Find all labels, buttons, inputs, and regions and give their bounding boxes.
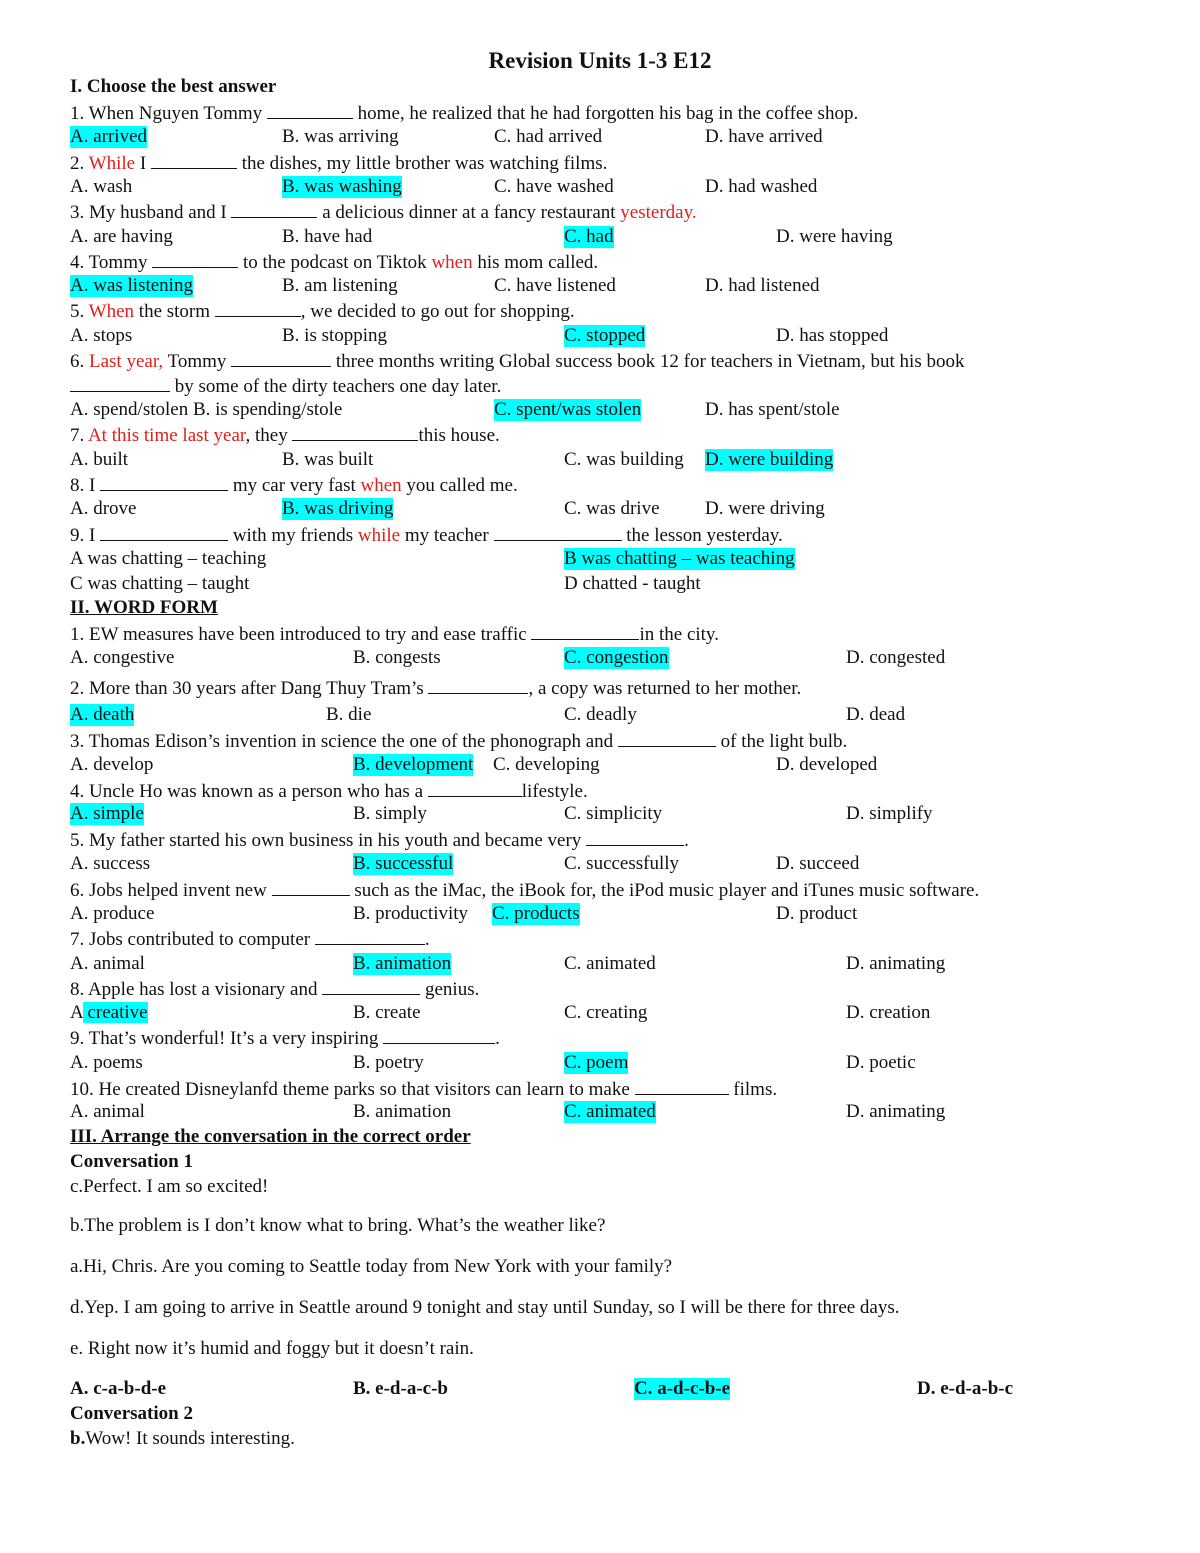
answer-blank [100,473,228,491]
answer-blank [215,299,301,317]
s1-q9-option-d[interactable]: D chatted - taught [564,573,701,594]
s2-q7-option-a[interactable]: A. animal [70,953,145,974]
s2-q10-stem: 10. He created Disneylanfd theme parks so that visitors can learn to make films. [70,1079,778,1100]
s2-q2-option-c[interactable]: C. deadly [564,704,637,725]
s1-q7-option-c[interactable]: C. was building [564,449,684,470]
conv1-option-b[interactable]: B. e-d-a-c-b [353,1378,448,1399]
s1-q7-option-d[interactable]: D. were building [705,449,834,470]
s1-q4-stem: 4. Tommy to the podcast on Tiktok when his mom called. [70,252,599,273]
s1-q4-option-c[interactable]: C. have listened [494,275,616,296]
answer-blank [494,523,622,541]
answer-blank [618,729,716,747]
s2-q2-stem: 2. More than 30 years after Dang Thuy Tram’s , a copy was returned to her mother. [70,678,802,699]
answer-blank [315,927,425,945]
s2-q10-option-b[interactable]: B. animation [353,1101,452,1122]
s2-q9-stem: 9. That’s wonderful! It’s a very inspiring . [70,1028,500,1049]
answer-blank [531,622,639,640]
s1-q5-option-c[interactable]: C. stopped [564,325,646,346]
s2-q4-option-b[interactable]: B. simply [353,803,427,824]
s1-q6-stem-cont: by some of the dirty teachers one day later. [70,374,501,398]
section-2-heading: II. WORD FORM [70,597,218,618]
s1-q8-stem: 8. I my car very fast when you called me. [70,475,518,496]
s2-q6-option-d[interactable]: D. product [776,903,858,924]
answer-blank [231,200,317,218]
s2-q3-stem: 3. Thomas Edison’s invention in science the one of the phonograph and of the light bulb. [70,731,848,752]
s2-q6-option-b[interactable]: B. productivity [353,903,469,924]
s1-q1-option-c[interactable]: C. had arrived [494,126,603,147]
s2-q2-option-d[interactable]: D. dead [846,704,906,725]
s1-q8-option-b[interactable]: B. was driving [282,498,394,519]
s1-q2-option-b[interactable]: B. was washing [282,176,402,197]
s1-q6-option-a-b[interactable]: A. spend/stolen B. is spending/stole [70,399,343,420]
s1-q7-stem: 7. At this time last year, they this house. [70,425,500,446]
s1-q4-option-d[interactable]: D. had listened [705,275,820,296]
answer-blank [70,374,170,392]
conversation-1-label: Conversation 1 [70,1151,193,1172]
s2-q5-option-a[interactable]: A. success [70,853,151,874]
s2-q5-stem: 5. My father started his own business in his youth and became very . [70,830,689,851]
s1-q5-option-d[interactable]: D. has stopped [776,325,889,346]
s2-q1-option-d[interactable]: D. congested [846,647,946,668]
s2-q2-option-b[interactable]: B. die [326,704,372,725]
s2-q4-option-a[interactable]: A. simple [70,803,144,824]
s1-q6-stem: 6. Last year, Tommy three months writing Global success book 12 for teachers in Vietnam, but his book [70,351,965,372]
answer-blank [586,828,684,846]
s2-q10-option-a[interactable]: A. animal [70,1101,145,1122]
s1-q3-stem: 3. My husband and I a delicious dinner at a fancy restaurant yesterday. [70,202,697,223]
s2-q8-option-c[interactable]: C. creating [564,1002,648,1023]
s2-q7-option-c[interactable]: C. animated [564,953,656,974]
section-3-heading: III. Arrange the conversation in the correct order [70,1126,471,1147]
s1-q5-option-b[interactable]: B. is stopping [282,325,388,346]
s2-q7-option-d[interactable]: D. animating [846,953,946,974]
s2-q9-option-a[interactable]: A. poems [70,1052,143,1073]
s2-q9-option-b[interactable]: B. poetry [353,1052,424,1073]
s1-q5-option-a[interactable]: A. stops [70,325,133,346]
conv1-option-a[interactable]: A. c-a-b-d-e [70,1378,167,1399]
s2-q5-option-c[interactable]: C. successfully [564,853,680,874]
s2-q4-option-c[interactable]: C. simplicity [564,803,663,824]
s2-q8-option-b[interactable]: B. create [353,1002,421,1023]
s2-q7-option-b[interactable]: B. animation [353,953,452,974]
conv1-line: e. Right now it’s humid and foggy but it doesn’t rain. [70,1338,474,1359]
s1-q1-option-b[interactable]: B. was arriving [282,126,399,147]
conv1-line: a.Hi, Chris. Are you coming to Seattle today from New York with your family? [70,1256,673,1277]
answer-blank [100,523,228,541]
conv1-line: d.Yep. I am going to arrive in Seattle around 9 tonight and stay until Sunday, so I will be there for three days. [70,1297,900,1318]
s2-q9-option-d[interactable]: D. poetic [846,1052,916,1073]
s2-q8-option-a[interactable]: A creative [70,1002,148,1023]
s2-q8-stem: 8. Apple has lost a visionary and genius. [70,979,480,1000]
s1-q7-option-b[interactable]: B. was built [282,449,374,470]
answer-blank [428,779,522,797]
s1-q2-option-c[interactable]: C. have washed [494,176,614,197]
s1-q1-stem: 1. When Nguyen Tommy home, he realized that he had forgotten his bag in the coffee shop. [70,103,859,124]
s2-q3-option-d[interactable]: D. developed [776,754,878,775]
s1-q9-option-c[interactable]: C was chatting – taught [70,573,250,594]
conv1-option-d[interactable]: D. e-d-a-b-c [917,1378,1014,1399]
s2-q9-option-c[interactable]: C. poem [564,1052,629,1073]
s1-q2-stem: 2. While I the dishes, my little brother was watching films. [70,153,608,174]
s1-q8-option-a[interactable]: A. drove [70,498,137,519]
s1-q8-option-d[interactable]: D. were driving [705,498,825,519]
conversation-2-label: Conversation 2 [70,1403,193,1424]
s1-q2-option-a[interactable]: A. wash [70,176,133,197]
s1-q2-option-d[interactable]: D. had washed [705,176,818,197]
conv2-line: b.Wow! It sounds interesting. [70,1428,295,1449]
s2-q1-stem: 1. EW measures have been introduced to try and ease traffic in the city. [70,624,719,645]
s2-q5-option-b[interactable]: B. successful [353,853,454,874]
s1-q1-option-a[interactable]: A. arrived [70,126,148,147]
conv1-line: b.The problem is I don’t know what to bring. What’s the weather like? [70,1215,606,1236]
s1-q9-stem: 9. I with my friends while my teacher the lesson yesterday. [70,525,783,546]
answer-blank [272,878,350,896]
section-1-heading: I. Choose the best answer [70,76,277,97]
s1-q4-option-a[interactable]: A. was listening [70,275,193,296]
answer-blank [322,977,420,995]
answer-blank [383,1026,495,1044]
s1-q6-option-c[interactable]: C. spent/was stolen [494,399,642,420]
conv1-line: c.Perfect. I am so excited! [70,1176,269,1197]
answer-blank [428,676,528,694]
s1-q5-stem: 5. When the storm , we decided to go out for shopping. [70,301,575,322]
s2-q5-option-d[interactable]: D. succeed [776,853,860,874]
s1-q8-option-c[interactable]: C. was drive [564,498,660,519]
answer-blank [635,1077,729,1095]
answer-blank [152,250,238,268]
s1-q6-option-d[interactable]: D. has spent/stole [705,399,840,420]
page-title: Revision Units 1-3 E12 [488,48,712,73]
s2-q4-stem: 4. Uncle Ho was known as a person who has a lifestyle. [70,781,588,802]
s2-q6-option-a[interactable]: A. produce [70,903,155,924]
s2-q1-option-a[interactable]: A. congestive [70,647,175,668]
answer-blank [267,101,353,119]
s2-q4-option-d[interactable]: D. simplify [846,803,933,824]
answer-blank [292,423,418,441]
s1-q3-option-a[interactable]: A. are having [70,226,173,247]
s1-q3-option-d[interactable]: D. were having [776,226,893,247]
s2-q7-stem: 7. Jobs contributed to computer . [70,929,430,950]
s2-q10-option-c[interactable]: C. animated [564,1101,656,1122]
s2-q3-option-a[interactable]: A. develop [70,754,154,775]
s1-q9-option-a[interactable]: A was chatting – teaching [70,548,267,569]
s2-q10-option-d[interactable]: D. animating [846,1101,946,1122]
s2-q3-option-b[interactable]: B. development [353,754,474,775]
s1-q3-option-c[interactable]: C. had [564,226,614,247]
s2-q2-option-a[interactable]: A. death [70,704,135,725]
s1-q9-option-b[interactable]: B was chatting – was teaching [564,548,795,569]
s2-q3-option-c[interactable]: C. developing [493,754,600,775]
s1-q3-option-b[interactable]: B. have had [282,226,373,247]
s1-q7-option-a[interactable]: A. built [70,449,129,470]
s2-q6-option-c[interactable]: C. products [492,903,580,924]
answer-blank [231,349,331,367]
s2-q8-option-d[interactable]: D. creation [846,1002,931,1023]
s2-q1-option-c[interactable]: C. congestion [564,647,669,668]
answer-blank [151,151,237,169]
s2-q1-option-b[interactable]: B. congests [353,647,441,668]
s1-q1-option-d[interactable]: D. have arrived [705,126,823,147]
s2-q6-stem: 6. Jobs helped invent new such as the iMac, the iBook for, the iPod music player and iTunes music software. [70,880,980,901]
s1-q4-option-b[interactable]: B. am listening [282,275,398,296]
conv1-option-c[interactable]: C. a-d-c-b-e [634,1378,731,1399]
